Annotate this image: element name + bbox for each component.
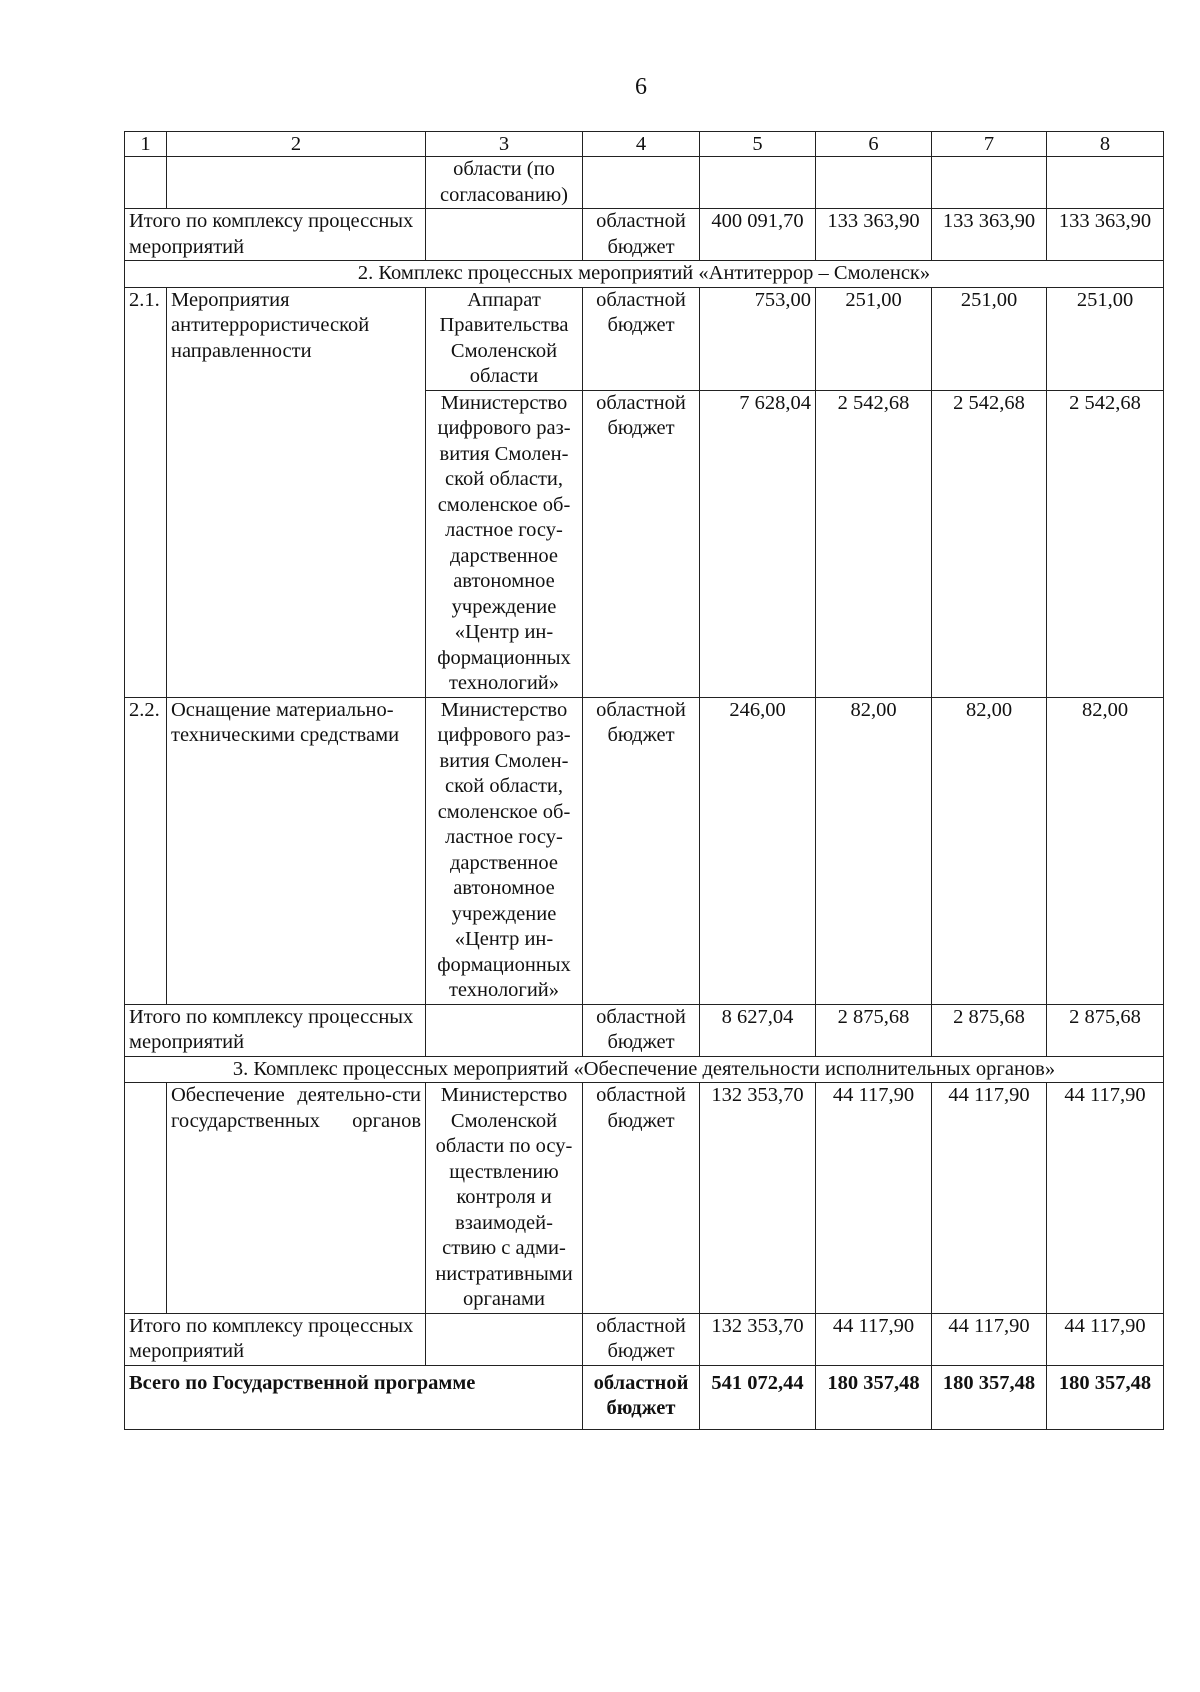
- cell-name: [167, 1083, 426, 1314]
- grand-total-row: [125, 1365, 1164, 1429]
- cell-executor: Министерство Смоленской области по осу-ществлению контроля и взаимодей-ствию с адми-нистративными органами: [426, 1083, 583, 1314]
- cell-v7: 82,00: [932, 697, 1047, 1004]
- cell-v7: 2 875,68: [932, 1004, 1047, 1056]
- cell-v7: 251,00: [932, 287, 1047, 390]
- cell-v6: 44 117,90: [816, 1313, 932, 1365]
- cell-source: областной бюджет: [583, 697, 700, 1004]
- table-row: [125, 1083, 1164, 1314]
- cell-num: 2.2.: [125, 697, 167, 1004]
- cell-v5: 541 072,44: [700, 1365, 816, 1429]
- cell-executor: области (по согласованию): [426, 157, 583, 209]
- cell-name: Мероприятия антитеррористической направленности: [167, 287, 426, 697]
- header-col-6: 6: [816, 132, 932, 157]
- cell-source: областной бюджет: [583, 287, 700, 390]
- cell-name: Оснащение материально-техническими средствами: [167, 697, 426, 1004]
- cell-executor: Министерство цифрового раз-вития Смолен-ской области, смоленское об-ластное госу-дарственное автономное учреждение «Центр ин-формационных технологий»: [426, 697, 583, 1004]
- cell-source: [583, 157, 700, 209]
- cell-v6: [816, 157, 932, 209]
- total-label: Итого по комплексу процессных мероприятий: [125, 1004, 426, 1056]
- cell-source: областной бюджет: [583, 209, 700, 261]
- header-col-7: 7: [932, 132, 1047, 157]
- header-col-1: 1: [125, 132, 167, 157]
- cell-v7: 133 363,90: [932, 209, 1047, 261]
- total-row: [125, 1004, 1164, 1056]
- name-text: Обеспечение деятельно-сти государственных органов: [171, 1084, 421, 1132]
- cell-v5: 246,00: [700, 697, 816, 1004]
- header-row: [125, 132, 1164, 157]
- cell-v7: 44 117,90: [932, 1313, 1047, 1365]
- cell-v8: 2 875,68: [1047, 1004, 1164, 1056]
- total-row: [125, 209, 1164, 261]
- cell-v5: 8 627,04: [700, 1004, 816, 1056]
- cell-v6: 133 363,90: [816, 209, 932, 261]
- cell-name: [167, 157, 426, 209]
- cell-num: [125, 157, 167, 209]
- cell-v5: 400 091,70: [700, 209, 816, 261]
- cell-v8: 44 117,90: [1047, 1313, 1164, 1365]
- cell-v8: 180 357,48: [1047, 1365, 1164, 1429]
- table-row: [125, 697, 1164, 1004]
- header-col-8: 8: [1047, 132, 1164, 157]
- cell-v8: [1047, 157, 1164, 209]
- cell-v6: 2 542,68: [816, 390, 932, 697]
- cell-executor: Аппарат Правительства Смоленской области: [426, 287, 583, 390]
- cell-executor: [426, 1313, 583, 1365]
- table-row: [125, 157, 1164, 209]
- cell-v7: 180 357,48: [932, 1365, 1047, 1429]
- cell-v6: 251,00: [816, 287, 932, 390]
- section-row: [125, 1056, 1164, 1083]
- cell-source: областной бюджет: [583, 1083, 700, 1314]
- cell-v6: 2 875,68: [816, 1004, 932, 1056]
- cell-v6: 180 357,48: [816, 1365, 932, 1429]
- cell-v8: 2 542,68: [1047, 390, 1164, 697]
- section-title: 2. Комплекс процессных мероприятий «Антитеррор – Смоленск»: [125, 261, 1164, 288]
- cell-v8: 251,00: [1047, 287, 1164, 390]
- cell-num: [125, 1083, 167, 1314]
- cell-v8: 82,00: [1047, 697, 1164, 1004]
- total-label: Итого по комплексу процессных мероприятий: [125, 1313, 426, 1365]
- section-row: [125, 261, 1164, 288]
- total-row: [125, 1313, 1164, 1365]
- cell-v6: 82,00: [816, 697, 932, 1004]
- section-title: 3. Комплекс процессных мероприятий «Обеспечение деятельности исполнительных органов»: [125, 1056, 1164, 1083]
- cell-executor: [426, 1004, 583, 1056]
- grand-total-label: Всего по Государственной программе: [125, 1365, 583, 1429]
- cell-v7: [932, 157, 1047, 209]
- cell-source: областной бюджет: [583, 390, 700, 697]
- cell-executor: [426, 209, 583, 261]
- total-label: Итого по комплексу процессных мероприятий: [125, 209, 426, 261]
- header-col-4: 4: [583, 132, 700, 157]
- cell-num: 2.1.: [125, 287, 167, 697]
- cell-v7: 44 117,90: [932, 1083, 1047, 1314]
- cell-source: областной бюджет: [583, 1365, 700, 1429]
- cell-v5: 132 353,70: [700, 1313, 816, 1365]
- cell-v5: [700, 157, 816, 209]
- header-col-2: 2: [167, 132, 426, 157]
- cell-v5: 753,00: [700, 287, 816, 390]
- cell-executor: Министерство цифрового раз-вития Смолен-ской области, смоленское об-ластное госу-дарственное автономное учреждение «Центр ин-формационных технологий»: [426, 390, 583, 697]
- cell-v5: 132 353,70: [700, 1083, 816, 1314]
- cell-v7: 2 542,68: [932, 390, 1047, 697]
- program-table: [124, 131, 1164, 1430]
- cell-v5: 7 628,04: [700, 390, 816, 697]
- header-col-5: 5: [700, 132, 816, 157]
- page-number: 6: [635, 74, 647, 100]
- cell-source: областной бюджет: [583, 1313, 700, 1365]
- cell-v8: 44 117,90: [1047, 1083, 1164, 1314]
- cell-v8: 133 363,90: [1047, 209, 1164, 261]
- header-col-3: 3: [426, 132, 583, 157]
- cell-source: областной бюджет: [583, 1004, 700, 1056]
- table-row: [125, 287, 1164, 390]
- cell-v6: 44 117,90: [816, 1083, 932, 1314]
